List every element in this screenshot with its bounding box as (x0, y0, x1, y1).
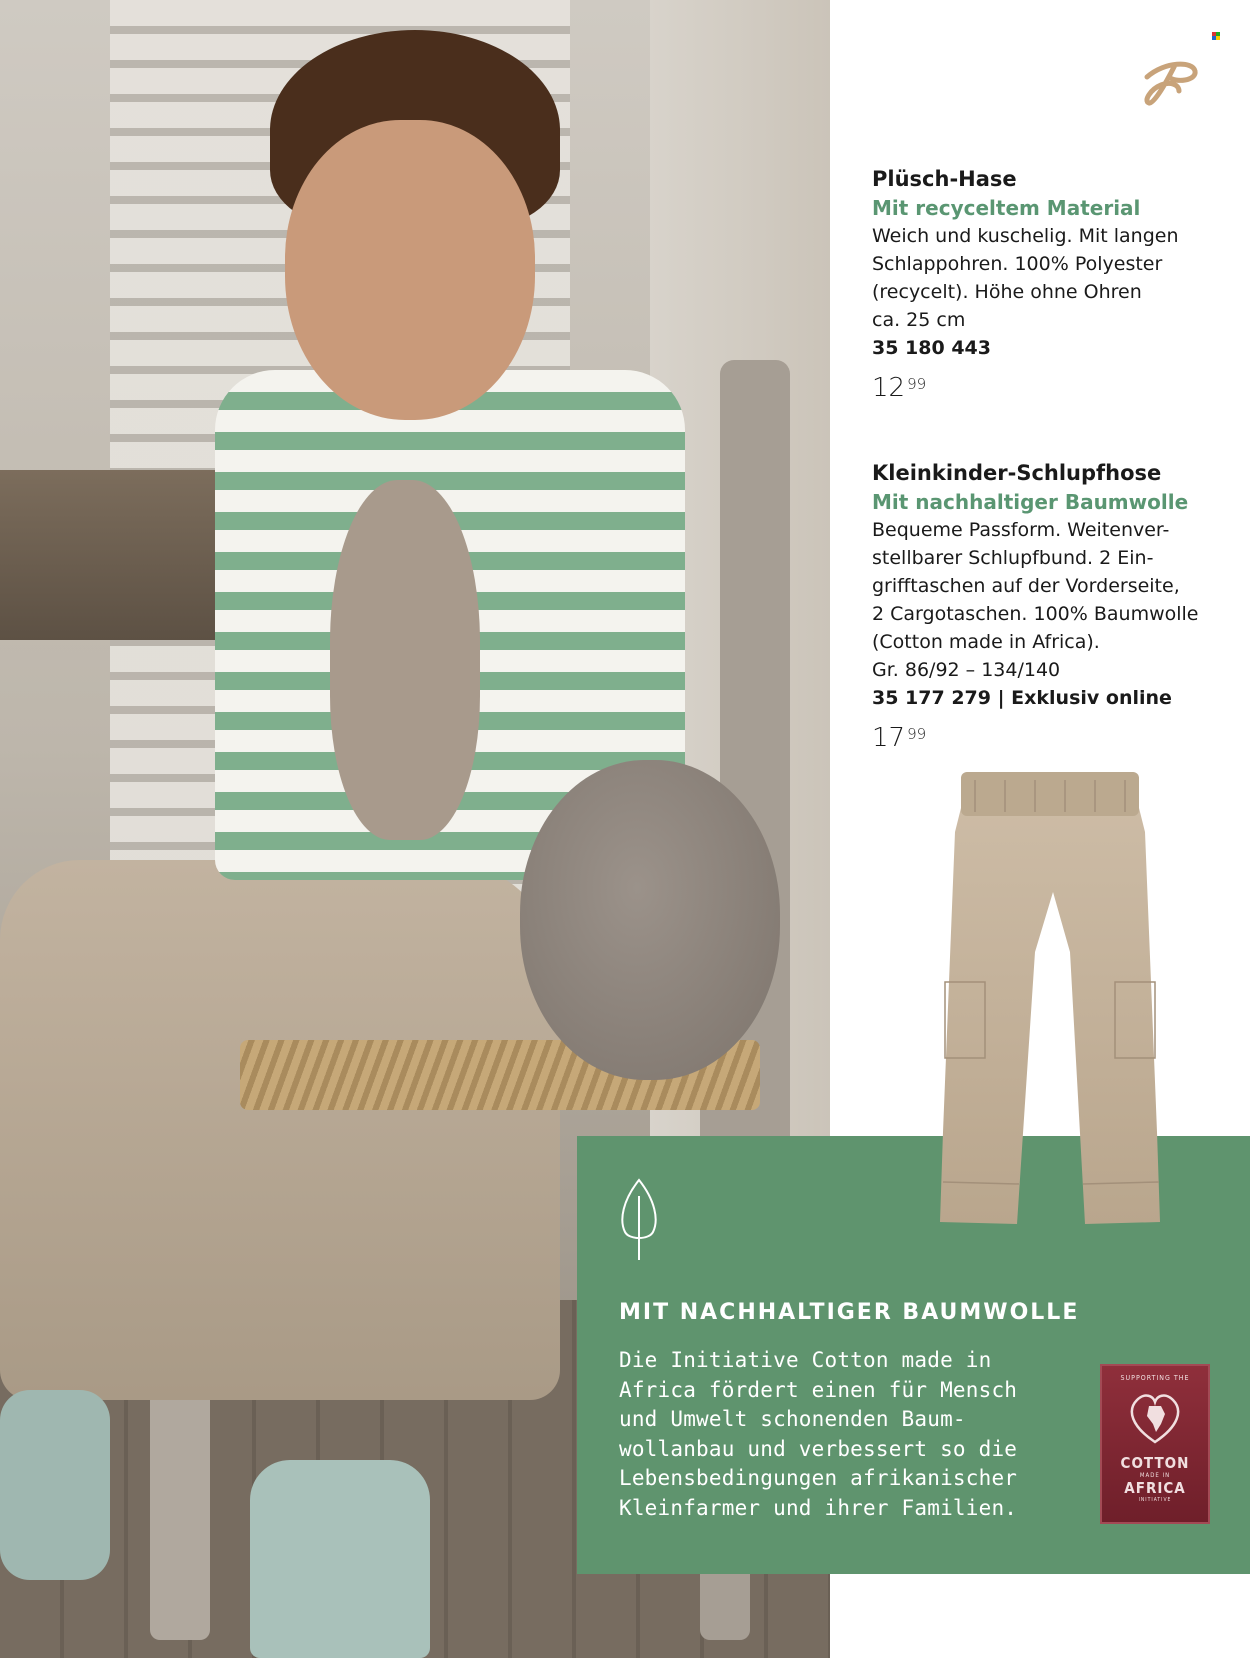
info-box-title: MIT NACHHALTIGER BAUMWOLLE (619, 1300, 1080, 1325)
article-number: 35 177 279 | Exklusiv online (872, 687, 1172, 709)
shoe (250, 1460, 430, 1658)
product-plush-bunny (872, 164, 1232, 404)
africa-heart-icon (1125, 1390, 1185, 1446)
badge-top-text: SUPPORTING THE (1120, 1374, 1190, 1382)
badge-cotton: COTTON (1120, 1454, 1190, 1472)
product-subtitle: Mit nachhaltiger Baumwolle (872, 490, 1189, 514)
price-main: 17 (872, 723, 906, 753)
info-box-text: Die Initiative Cotton made in Africa fördert einen für Mensch und Umwelt schonenden Baum- wollanbau und verbessert so die Lebensbedingungen afrikanischer Kleinfarmer und ihrer Familien. (619, 1348, 1018, 1520)
shoe (0, 1390, 110, 1580)
product-title: Plüsch-Hase (872, 167, 1017, 191)
badge-initiative: INITIATIVE (1138, 1497, 1172, 1503)
plush-bunny (520, 760, 780, 1080)
badge-made-in: MADE IN (1139, 1472, 1171, 1479)
price (872, 372, 1232, 404)
article-number: 35 180 443 (872, 337, 991, 359)
child-pants (0, 860, 560, 1400)
price-cents: 99 (907, 725, 927, 743)
cotton-made-in-africa-badge (1100, 1364, 1210, 1524)
product-pull-on-pants (872, 458, 1232, 754)
tchibo-logo-icon (1135, 55, 1205, 115)
product-title: Kleinkinder-Schlupfhose (872, 461, 1162, 485)
badge-africa: AFRICA (1124, 1479, 1186, 1497)
leaf-icon (617, 1176, 661, 1262)
price-main: 12 (872, 373, 906, 403)
price-cents: 99 (907, 375, 927, 393)
price (872, 722, 1232, 754)
product-subtitle: Mit recyceltem Material (872, 196, 1141, 220)
product-description: Bequeme Passform. Weitenver- stellbarer Schlupfbund. 2 Ein- grifftaschen auf der Vorderseite, 2 Cargotaschen. 100% Baumwolle (Cotton made in Africa). Gr. 86/92 – 134/140 (872, 519, 1199, 681)
product-description: Weich und kuschelig. Mit langen Schlappohren. 100% Polyester (recycelt). Höhe ohne Ohren ca. 25 cm (872, 225, 1179, 331)
bunny-print (330, 480, 480, 840)
cargo-pants-product-image (935, 772, 1165, 1248)
child-face (285, 120, 535, 420)
corner-mark (1212, 32, 1222, 42)
